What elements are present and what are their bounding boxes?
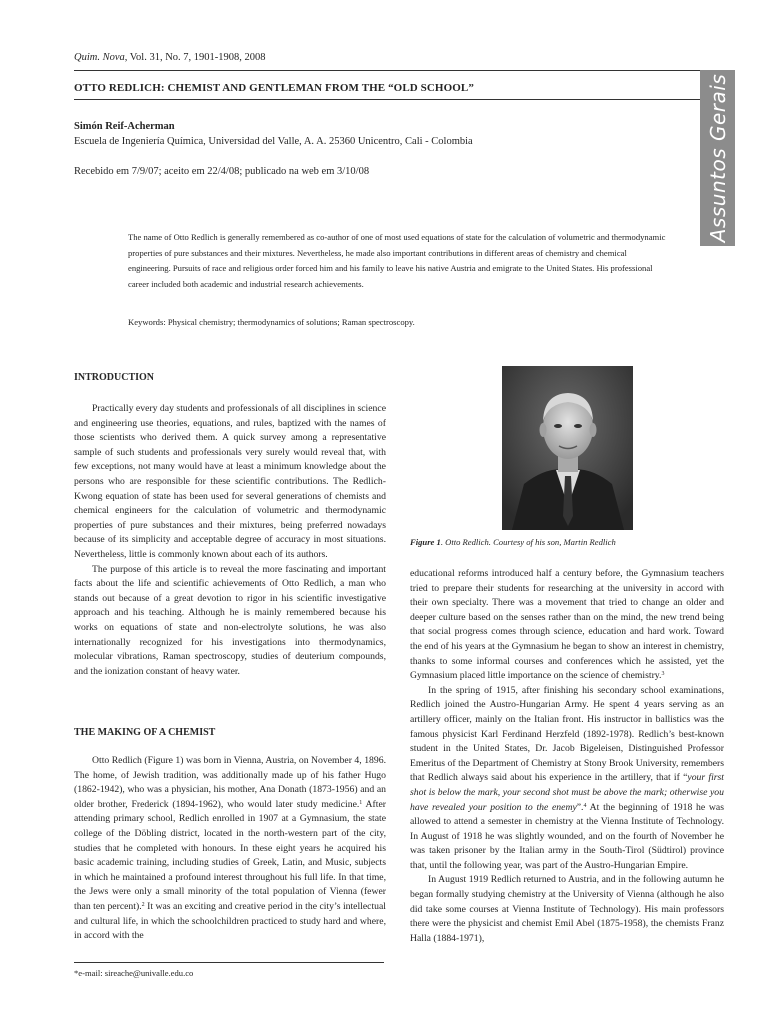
figure-1-caption xyxy=(410,537,616,547)
portrait-photo xyxy=(502,366,633,530)
footnote-rule xyxy=(74,962,384,963)
making-text-c: It was an exciting and creative period in the city’s intellectual and cultural life, in which the schoolchildren practiced to study hard and where, in accord with the xyxy=(74,900,386,942)
right-paragraph-1 xyxy=(410,567,724,684)
figure-caption-text: . Otto Redlich. Courtesy of his son, Martin Redlich xyxy=(440,537,616,547)
intro-paragraph-1: Practically every day students and professionals of all disciplines in science and engineering use theories, equations, and rules, baptized with the names of those scientists who derived them. A quick survey among a representative sample of such students and professionals very surely would reveal that, with few exceptions, not many would have at least a minimum knowledge about the persons who are responsible for these scientific contributions. The Redlich-Kwong equation of state has been used for several generations of chemists and chemical engineers for the calculation of volumetric and thermodynamic properties of pure substances and their mixtures, being preferred nowadays because of its simplicity and acceptable degree of accuracy in most situations. Nevertheless, little is commonly known about each of its authors. xyxy=(74,403,386,560)
right-paragraph-3: In August 1919 Redlich returned to Austria, and in the following autumn he began formally studying chemistry at the University of Vienna (although he also did take some courses at Vienna Institute of Technology). His main professors there were the physicist and chemist Emil Abel (1875-1958), the chemists Franz Halla (1884-1971), xyxy=(410,874,724,944)
right-p1-text: educational reforms introduced half a century before, the Gymnasium teachers tried to prepare their students for researching at the university in accord with their own specialty. There was a movement that tried to change an older and deeper culture based on the senses rather than on the mind, the new trend being that social progress comes through science, education and hard work. Toward the end of his years at the Gymnasium he began to show an interest in chemistry, thanks to some informal courses and conferences which he assisted, yet the Gymnasium placed little importance on the science of chemistry. xyxy=(410,568,724,682)
publication-dates: Recebido em 7/9/07; aceito em 22/4/08; publicado na web em 3/10/08 xyxy=(74,166,370,177)
ref-sup-4: 4 xyxy=(583,802,587,809)
ref-sup-3: 3 xyxy=(661,671,665,678)
making-text-a: Otto Redlich (Figure 1) was born in Vienna, Austria, on November 4, 1896. The home, of Jewish tradition, was additionally made up of his father Hugo (1862-1942), who was a physician, his mother, Ana Donath (1873-1956) and an older brother, Frederick (1894-1962), who would later study medicine. xyxy=(74,755,386,810)
author-name: Simón Reif-Acherman xyxy=(74,121,175,132)
article-title: OTTO REDLICH: CHEMIST AND GENTLEMAN FROM THE “OLD SCHOOL” xyxy=(74,82,474,94)
section-heading-introduction: INTRODUCTION xyxy=(74,372,155,383)
header-rule-top xyxy=(74,70,724,71)
journal-citation xyxy=(74,52,266,63)
keywords: Keywords: Physical chemistry; thermodynamics of solutions; Raman spectroscopy. xyxy=(128,317,415,327)
right-p2-text-a: In the spring of 1915, after finishing his secondary school examinations, Redlich joined the Austro-Hungarian Army. He spent 4 years serving as an artillery officer, mainly on the Italian front. His instructor in ballistics was the famous physicist Karl Ferdinand Herzfeld (1892-1978). Redlich’s best-known student in the United States, Dr. Jacob Bigeleisen, Distinguished Professor Emeritus of the Department of Chemistry at Stony Brook University, remembers that Redlich always said about his experience in the artillery, that if “ xyxy=(410,684,724,784)
section-heading-making-of-chemist: THE MAKING OF A CHEMIST xyxy=(74,727,216,738)
making-body xyxy=(74,754,386,944)
section-tab xyxy=(700,70,735,246)
intro-paragraph-2: The purpose of this article is to reveal the more fascinating and important facts about the life and scientific achievements of Otto Redlich, a man who stands out because of a great devotion to rigor in his scientific investigative approach and his teaching. Although he is mainly remembered because his works on equations of state and non-electrolyte solutions, he was also internationally recognized for his investigations into thermodynamics, molecular vibrations, Raman spectroscopy, studies of deuterium compounds, and the ionization constant of heavy water. xyxy=(74,563,386,677)
journal-name: Quim. Nova xyxy=(74,52,125,63)
journal-volume: , Vol. 31, No. 7, 1901-1908, 2008 xyxy=(124,52,266,63)
artillery-quote: your first shot is below the mark, your second shot must be above the mark; otherwise you have revealed your position to the enemy xyxy=(410,772,725,813)
ref-sup-2: 2 xyxy=(141,901,145,908)
abstract: The name of Otto Redlich is generally remembered as co-author of one of most used equations of state for the calculation of volumetric and thermodynamic properties of pure substances and their mixtures. Nevertheless, he made also important contributions in different areas of chemistry and chemical engineering. Pursuits of race and religious order forced him and his family to leave his native Austria and emigrate to the United States. His professional career included both academic and industrial research achievements. xyxy=(128,232,666,289)
making-paragraph-1 xyxy=(74,754,386,944)
right-column-body xyxy=(410,567,724,946)
making-text-b: After attending primary school, Redlich enrolled in 1907 at a Gymnasium, the state college of the Döbling district, located in the north-western part of the city, studies that he completed with honours. In these eight years he acquired his basic academic training, including studies of Greek, Latin, and Music, subjects in which he maintained a profound interest throughout his full life. In that time, the Jews were only a small minority of the total population of Vienna (fewer than ten percent). xyxy=(74,798,386,912)
introduction-body xyxy=(74,402,386,679)
figure-label: Figure 1 xyxy=(410,537,441,547)
ref-sup-1: 1 xyxy=(359,799,363,806)
right-paragraph-2 xyxy=(410,684,724,874)
author-affiliation: Escuela de Ingeniería Química, Universidad del Valle, A. A. 25360 Unicentro, Cali - Colombia xyxy=(74,136,473,147)
footnote-email: *e-mail: sireache@univalle.edu.co xyxy=(74,968,194,978)
figure-1-portrait xyxy=(502,366,633,530)
header-rule-bottom xyxy=(74,99,724,100)
section-tab-label: Assuntos Gerais xyxy=(705,73,730,243)
right-p2-text-b: ”. xyxy=(576,801,584,813)
right-p2-text-c: At the beginning of 1918 he was allowed to attend a semester in chemistry at the Vienna Institute of Technology. In August of 1918 he was slightly wounded, and on the fourth of November he was taken prisoner by the Italian army in the South-Tirol (Südtirol) province that, until the following year, was part of the Austro-Hungarian Empire. xyxy=(410,801,724,871)
